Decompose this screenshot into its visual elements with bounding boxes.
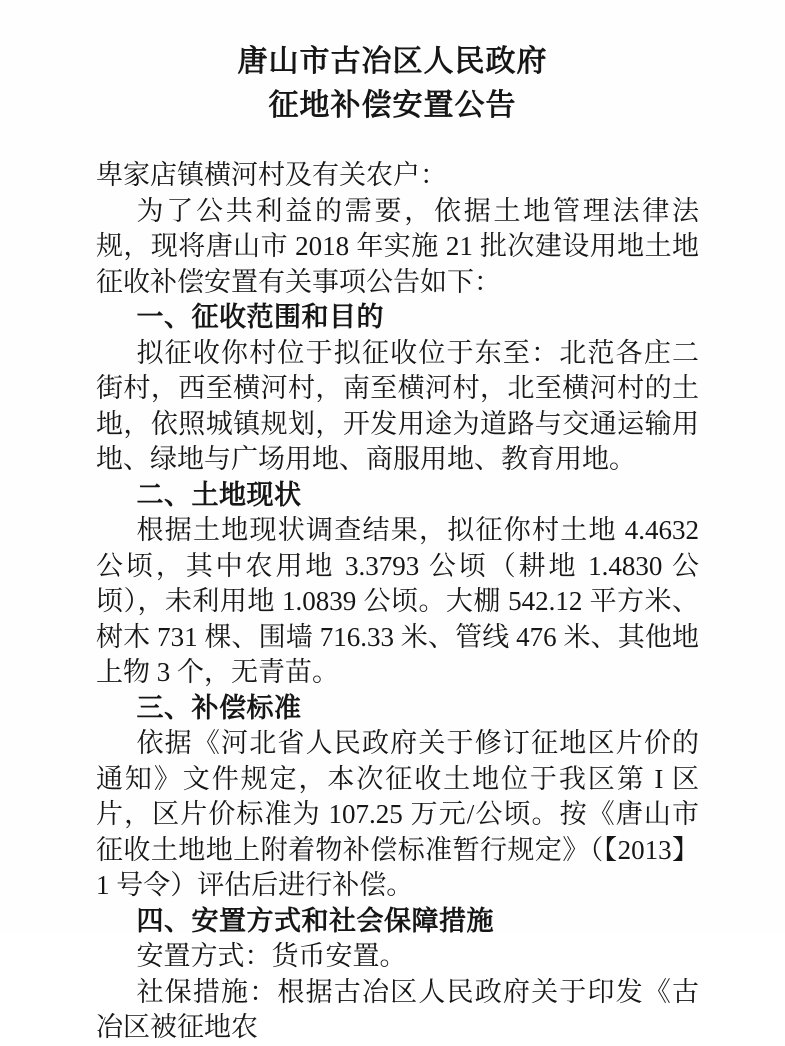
section-4-heading: 四、安置方式和社会保障措施 (136, 905, 494, 936)
section-3-compensation-paragraph: 依据《河北省人民政府关于修订征地区片价的通知》文件规定，本次征收土地位于我区第 I 区片，区片价标准为 107.25 万元/公顷。按《唐山市征收土地地上附着物补偿标准暂行规定》（【2013】1 号令）评估后进行补偿。 (96, 728, 699, 900)
section-2-heading: 二、土地现状 (136, 479, 302, 510)
section-1-scope-paragraph: 拟征收你村位于拟征收位于东至：北范各庄二街村，西至横河村，南至横河村，北至横河村的土地，依照城镇规划，开发用途为道路与交通运输用地、绿地与广场用地、商服用地、教育用地。 (96, 337, 699, 474)
document-title-line-1: 唐山市古冶区人民政府 (237, 45, 548, 78)
section-2-landstatus-paragraph: 根据土地现状调查结果，拟征你村土地 4.4632 公顷，其中农用地 3.3793 公顷（耕地 1.4830 公顷），未利用地 1.0839 公顷。大棚 542.12 平方米、树木 731 棵、围墙 716.33 米、管线 476 米、其他地上物 3 个，无青苗。 (96, 515, 699, 687)
section-1-heading: 一、征收范围和目的 (136, 302, 384, 332)
intro-paragraph: 为了公共利益的需要，依据土地管理法律法规，现将唐山市 2018 年实施 21 批次建设用地土地征收补偿安置有关事项公告如下： (96, 195, 699, 297)
salutation-line: 卑家店镇横河村及有关农户： (96, 160, 447, 190)
section-3-heading: 三、补偿标准 (136, 692, 302, 723)
social-security-paragraph: 社保措施：根据古冶区人民政府关于印发《古冶区被征地农 (96, 976, 699, 1042)
resettlement-method-paragraph: 安置方式：货币安置。 (136, 941, 407, 971)
document-title-line-2: 征地补偿安置公告 (268, 89, 517, 122)
document-body (0, 158, 785, 1046)
